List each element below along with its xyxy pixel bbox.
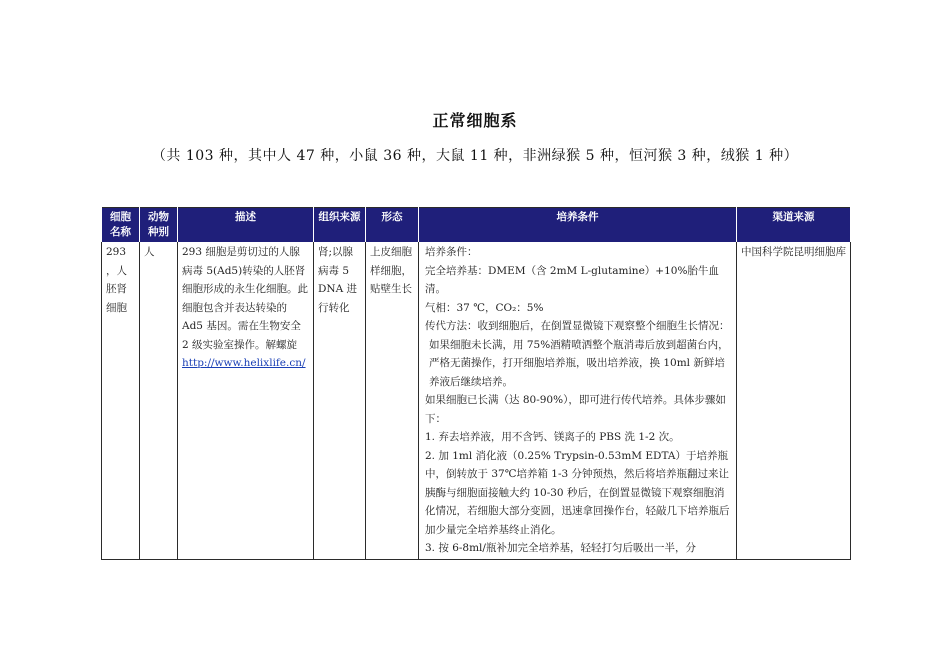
page-subtitle: （共 103 种，其中人 47 种，小鼠 36 种，大鼠 11 种，非洲绿猴 5 种，恒河猴 3 种，绒猴 1 种） bbox=[151, 148, 799, 164]
header-morphology: 形态 bbox=[366, 208, 419, 243]
header-tissue: 组织来源 bbox=[314, 208, 366, 243]
cell-species: 人 bbox=[140, 242, 178, 559]
header-species: 动物种别 bbox=[140, 208, 178, 243]
culture-line: 完全培养基：DMEM（含 2mM L-glutamine）+10%胎牛血清。 bbox=[425, 264, 719, 295]
helixlife-link[interactable]: http://www.helixlife.cn/ bbox=[182, 357, 306, 369]
header-culture: 培养条件 bbox=[419, 208, 737, 243]
table-header-row bbox=[102, 208, 851, 243]
cell-morphology: 上皮细胞样细胞，贴壁生长 bbox=[366, 242, 419, 559]
cell-name: 293，人胚肾细胞 bbox=[102, 242, 140, 559]
culture-line: 如果细胞未长满，用 75%酒精喷洒整个瓶消毒后放到超菌台内，严格无菌操作，打开细胞培养瓶，吸出培养液，换 10ml 新鲜培养液后继续培养。 bbox=[429, 338, 729, 388]
culture-line: 3. 按 6-8ml/瓶补加完全培养基，轻轻打匀后吸出一半，分 bbox=[425, 542, 696, 554]
cell-description bbox=[178, 242, 314, 559]
culture-line: 传代方法：收到细胞后，在倒置显微镜下观察整个细胞生长情况： bbox=[425, 320, 730, 332]
cell-culture bbox=[419, 242, 737, 559]
description-text: 293 细胞是剪切过的人腺病毒 5(Ad5)转染的人胚肾细胞形成的永生化细胞。此细胞包含并表达转染的 Ad5 基因。需在生物安全 2 级实验室操作。解螺旋 bbox=[182, 246, 308, 351]
cell-tissue: 肾;以腺病毒 5 DNA 进行转化 bbox=[314, 242, 366, 559]
culture-line: 气相：37 ℃，CO₂：5% bbox=[425, 301, 544, 314]
header-source: 渠道来源 bbox=[737, 208, 851, 243]
cell-line-table bbox=[101, 207, 851, 560]
culture-line: 培养条件： bbox=[425, 246, 478, 258]
table-row bbox=[102, 242, 851, 559]
culture-line: 2. 加 1ml 消化液（0.25% Trypsin-0.53mM EDTA）于培养瓶中，倒转放于 37℃培养箱 1-3 分钟预热，然后将培养瓶翻过来让胰酶与细胞面接触大约 10-30 秒后，在倒置显微镜下观察细胞消化情况，若细胞大部分变圆，迅速拿回操作台，轻敲几下培养瓶后加少量完全培养基终止消化。 bbox=[425, 449, 730, 536]
page-title: 正常细胞系 bbox=[432, 111, 518, 130]
header-description: 描述 bbox=[178, 208, 314, 243]
header-cell-name: 细胞名称 bbox=[102, 208, 140, 243]
culture-line: 如果细胞已长满（达 80-90%），即可进行传代培养。具体步骤如下： bbox=[425, 394, 726, 425]
cell-source: 中国科学院昆明细胞库 bbox=[737, 242, 851, 559]
culture-line: 1. 弃去培养液，用不含钙、镁离子的 PBS 洗 1-2 次。 bbox=[425, 431, 680, 443]
